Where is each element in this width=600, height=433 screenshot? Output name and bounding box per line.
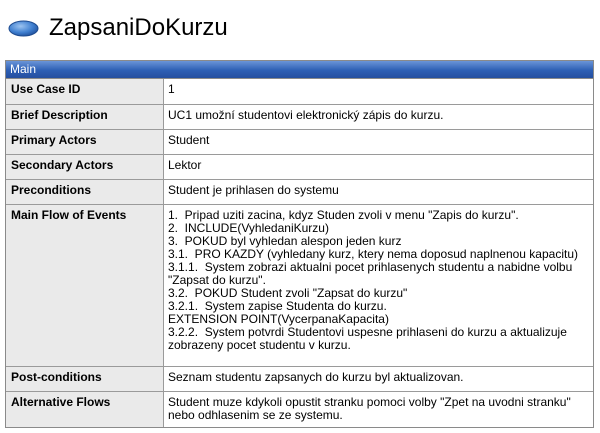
table-row xyxy=(6,154,593,179)
table-row xyxy=(6,129,593,154)
flow-step: 3.1.1. System zobrazi aktualni pocet prihlasenych studentu a nabidne volbu "Zapsat do kurzu". xyxy=(168,259,576,287)
table-row xyxy=(6,366,593,391)
flow-step: 1. Pripad uziti zacina, kdyz Studen zvoli v menu "Zapis do kurzu". xyxy=(168,207,519,222)
row-value-primary-actors: Student xyxy=(164,129,594,154)
row-value-preconditions: Student je prihlasen do systemu xyxy=(164,179,594,204)
title-row xyxy=(8,11,228,45)
use-case-sheet xyxy=(5,60,594,428)
table-row xyxy=(6,179,593,204)
row-label-alternative-flows: Alternative Flows xyxy=(6,391,164,427)
table-row xyxy=(6,79,593,104)
row-label-main-flow: Main Flow of Events xyxy=(6,204,164,366)
page-title: ZapsaniDoKurzu xyxy=(49,14,228,41)
row-label-primary-actors: Primary Actors xyxy=(6,129,164,154)
flow-step: 3.2.1. System zapise Studenta do kurzu. xyxy=(168,298,387,313)
table-row xyxy=(6,391,593,427)
flow-step: 3.1. PRO KAZDY (vyhledany kurz, ktery nema doposud naplnenou kapacitu) xyxy=(168,246,578,261)
row-value-brief-description: UC1 umožní studentovi elektronický zápis do kurzu. xyxy=(164,104,594,129)
usecase-ellipse-icon xyxy=(8,20,39,37)
row-label-secondary-actors: Secondary Actors xyxy=(6,154,164,179)
section-header-main: Main xyxy=(6,61,593,79)
row-value-secondary-actors: Lektor xyxy=(164,154,594,179)
table-row xyxy=(6,204,593,366)
main-flow-steps xyxy=(164,204,594,366)
row-label-post-conditions: Post-conditions xyxy=(6,366,164,391)
row-label-preconditions: Preconditions xyxy=(6,179,164,204)
use-case-table xyxy=(6,79,593,427)
flow-step: EXTENSION POINT(VycerpanaKapacita) xyxy=(168,311,389,326)
row-value-alternative-flows: Student muze kdykoli opustit stranku pomoci volby "Zpet na uvodni stranku" nebo odhlasenim se ze systemu. xyxy=(164,391,594,427)
table-row xyxy=(6,104,593,129)
flow-step: 2. INCLUDE(VyhledaniKurzu) xyxy=(168,220,329,235)
flow-step: 3.2. POKUD Student zvoli "Zapsat do kurzu" xyxy=(168,285,408,300)
flow-step: 3. POKUD byl vyhledan alespon jeden kurz xyxy=(168,233,402,248)
flow-step: 3.2.2. System potvrdi Studentovi uspesne prihlaseni do kurzu a aktualizuje zobrazeny pocet studentu v kurzu. xyxy=(168,324,571,352)
row-value-post-conditions: Seznam studentu zapsanych do kurzu byl aktualizovan. xyxy=(164,366,594,391)
row-label-use-case-id: Use Case ID xyxy=(6,79,164,104)
row-value-use-case-id: 1 xyxy=(164,79,594,104)
row-label-brief-description: Brief Description xyxy=(6,104,164,129)
